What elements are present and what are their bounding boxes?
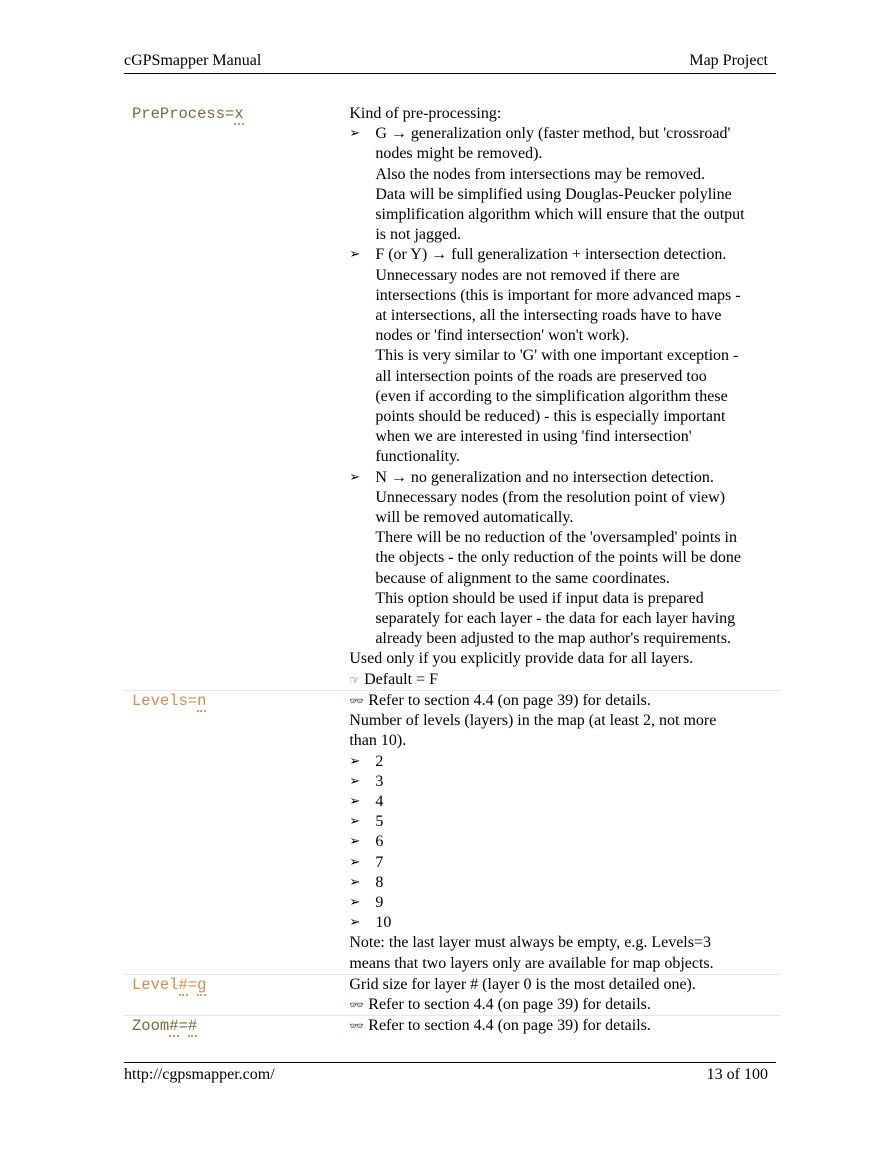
param-level-grid: Level#=g xyxy=(132,975,207,994)
preprocess-default: ☞ Default = F xyxy=(349,670,438,688)
level-option: ➢ 4 xyxy=(349,792,780,812)
bullet-arrow-icon: ➢ xyxy=(349,793,361,809)
glasses-icon: 👓 xyxy=(349,997,365,1012)
bullet-item: ➢ F (or Y) → full generalization + intersection detection. xyxy=(349,245,780,265)
row-zoom xyxy=(124,1016,780,1036)
level-option: ➢ 8 xyxy=(349,873,780,893)
bullet-arrow-icon: ➢ xyxy=(349,915,361,931)
bullet-arrow-icon: ➢ xyxy=(349,834,361,850)
parameter-table xyxy=(124,104,780,1036)
footer-url[interactable]: http://cgpsmapper.com/ xyxy=(124,1066,275,1083)
bullet-item: ➢ N → no generalization and no intersection detection. xyxy=(349,468,780,488)
header-section: Map Project xyxy=(689,52,768,69)
level-option: ➢ 3 xyxy=(349,772,780,792)
param-levels: Levels=n xyxy=(132,691,207,710)
level-option: ➢ 10 xyxy=(349,913,780,933)
bullet-arrow-icon: ➢ xyxy=(349,894,361,910)
bullet-arrow-icon: ➢ xyxy=(349,753,361,769)
bullet-arrow-icon: ➢ xyxy=(349,469,361,485)
levels-refer: 👓 Refer to section 4.4 (on page 39) for details. xyxy=(349,691,651,709)
level-option: ➢ 2 xyxy=(349,752,780,772)
bullet-arrow-icon: ➢ xyxy=(349,814,361,830)
level-refer: 👓 Refer to section 4.4 (on page 39) for details. xyxy=(349,995,651,1013)
bullet-arrow-icon: ➢ xyxy=(349,854,361,870)
pointing-hand-icon: ☞ xyxy=(349,672,361,687)
header-title: cGPSmapper Manual xyxy=(124,52,262,69)
desc-levels: 👓 Refer to section 4.4 (on page 39) for details. Number of levels (layers) in the map (at least 2, not more than 10). ➢ 2 ➢ 3 ➢ 4 ➢ 5 ➢ 6 ➢ 7 ➢ 8 ➢ 9 ➢ 10 Note: the last layer must always be empty, e.g. Levels=3 means that two layers only are available for map objects. xyxy=(349,691,780,974)
level-option: ➢ 7 xyxy=(349,853,780,873)
bullet-arrow-icon: ➢ xyxy=(349,773,361,789)
row-levels xyxy=(124,691,780,975)
bullet-arrow-icon: ➢ xyxy=(349,874,361,890)
row-level-grid xyxy=(124,975,780,1016)
bullet-item: ➢ G → generalization only (faster method, but 'crossroad' xyxy=(349,124,780,144)
desc-zoom xyxy=(349,1016,780,1036)
glasses-icon: 👓 xyxy=(349,1019,365,1034)
level-option: ➢ 9 xyxy=(349,893,780,913)
level-option: ➢ 6 xyxy=(349,832,780,852)
page-footer xyxy=(124,1062,776,1083)
page-header xyxy=(124,52,776,74)
bullet-arrow-icon: ➢ xyxy=(349,126,361,142)
zoom-refer: 👓 Refer to section 4.4 (on page 39) for details. xyxy=(349,1017,651,1035)
level-option: ➢ 5 xyxy=(349,812,780,832)
desc-preprocess: Kind of pre-processing: ➢ G → generalization only (faster method, but 'crossroad' nodes might be removed). Also the nodes from intersections may be removed. Data will be simplified using Douglas-Peucker polyline simplification algorithm which will ensure that the output is not jagged. ➢ F (or Y) → full generalization + intersection detection. Unnecessary nodes are not removed if there are intersections (this is important for more advanced maps - at intersections, all the intersecting roads have to have nodes or 'find intersection' won't work). This is very similar to 'G' with one important exception - all intersection points of the roads are preserved too (even if according to the simplification algorithm these points should be reduced) - this is especially important when we are interested in using 'find intersection' functionality. ➢ N → no generalization and no intersection detection. Unnecessary nodes (from the resolution point of view) will be removed automatically. There will be no reduction of the 'oversampled' points in the objects - the only reduction of the points will be done because of alignment to the same coordinates. This option should be used if input data is prepared separately for each layer - the data for each layer having already been adjusted to the map author's requirements. Used only if you explicitly provide data for all layers. ☞ Default = F xyxy=(349,104,780,690)
param-preprocess: PreProcess=x xyxy=(132,105,244,123)
preprocess-intro: Kind of pre-processing: xyxy=(349,105,502,122)
bullet-arrow-icon: ➢ xyxy=(349,247,361,263)
preprocess-used-only: Used only if you explicitly provide data for all layers. xyxy=(349,650,694,668)
page-number: 13 of 100 xyxy=(706,1066,768,1083)
row-preprocess xyxy=(124,104,780,691)
desc-level-grid: Grid size for layer # (layer 0 is the most detailed one). 👓 Refer to section 4.4 (on page 39) for details. xyxy=(349,975,780,1015)
param-zoom: Zoom#=# xyxy=(132,1017,198,1036)
glasses-icon: 👓 xyxy=(349,693,365,708)
